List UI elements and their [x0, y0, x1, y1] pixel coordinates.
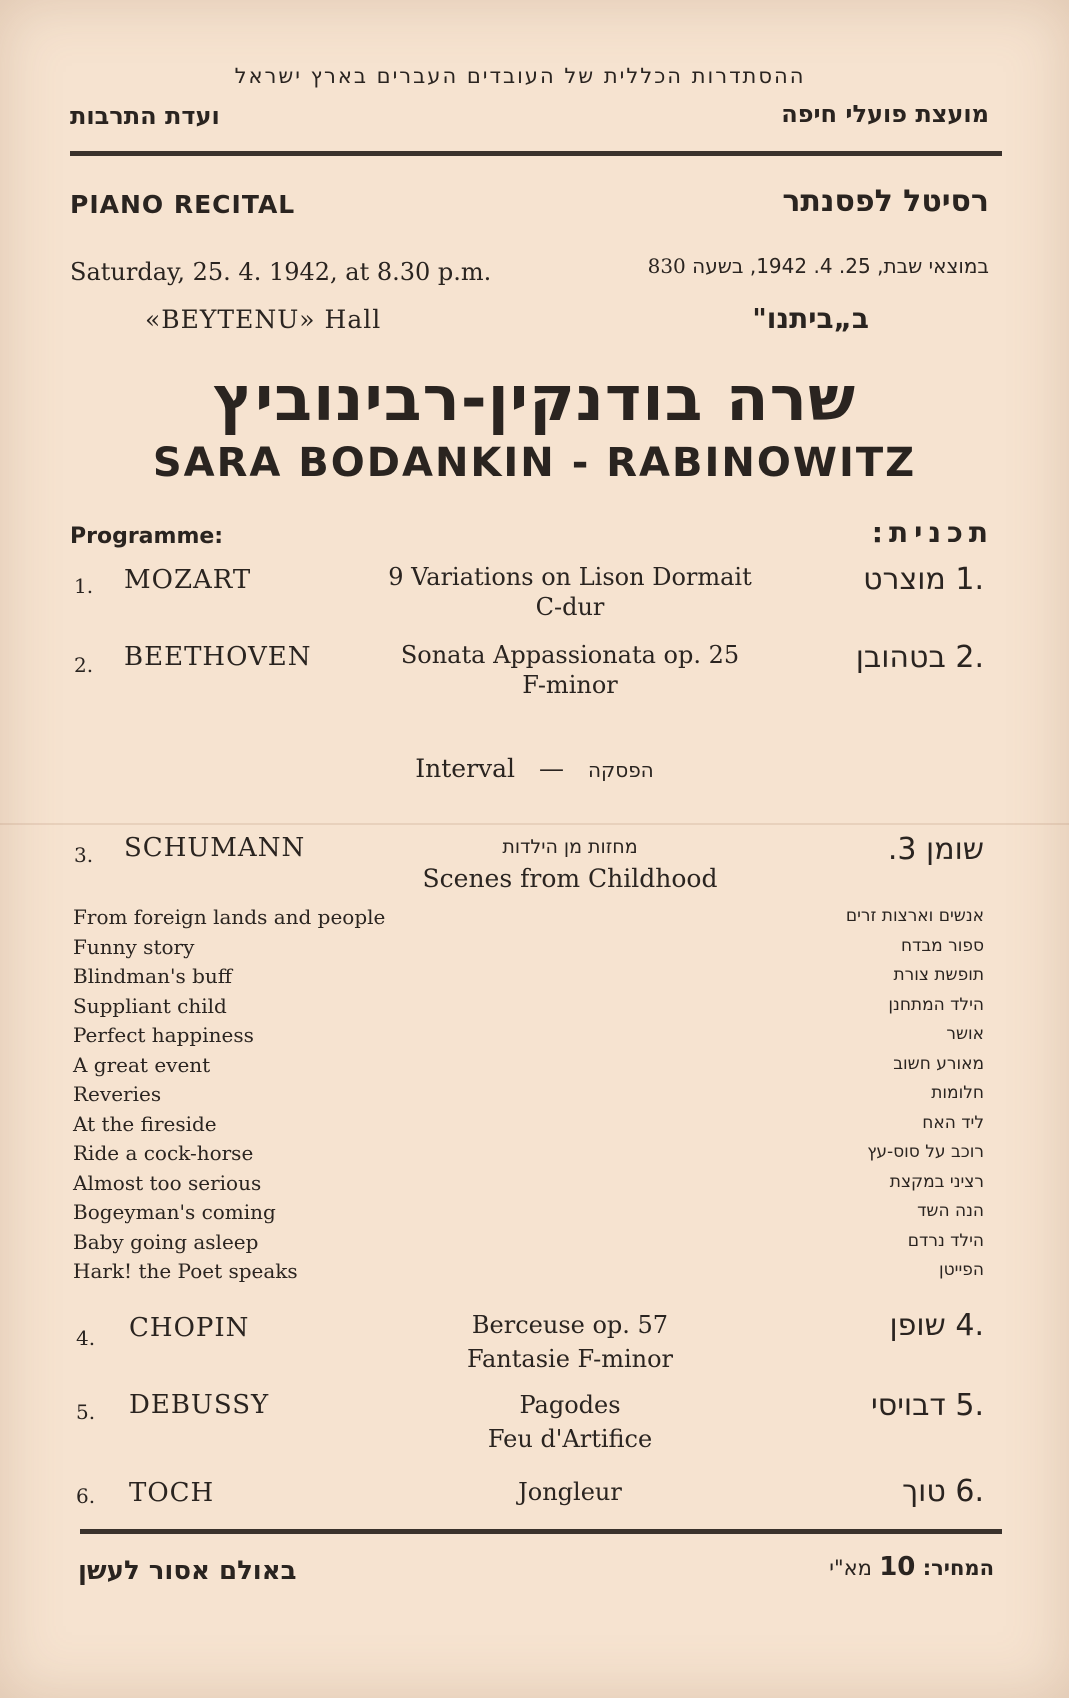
item-2-composer-he: בטהובן	[855, 640, 946, 675]
scene-he: רוכב על סוס-עץ	[867, 1142, 984, 1162]
scene-en: At the fireside	[73, 1111, 217, 1136]
item-3-number-he: 3.	[887, 832, 917, 867]
item-2-work-2: F-minor	[522, 671, 618, 699]
scene-he: ליד האח	[922, 1112, 984, 1133]
item-4-composer: CHOPIN	[129, 1313, 250, 1343]
programme-label-en: Programme:	[70, 524, 224, 549]
item-2-number: 2.	[74, 653, 94, 677]
item-3-number: 3.	[74, 843, 94, 867]
scene-en: Bogeyman's coming	[73, 1200, 276, 1224]
item-5-number-he: .5	[955, 1388, 984, 1423]
scene-he: ספור מבדח	[900, 935, 984, 956]
item-1-work-1: 9 Variations on Lison Dormait	[388, 563, 752, 591]
price-label: המחיר:	[922, 1556, 994, 1580]
scene-en: Baby going asleep	[73, 1229, 259, 1254]
no-smoking-notice: באולם אסור לעשן	[78, 1556, 297, 1586]
hall-en: «BEYTENU» Hall	[145, 305, 382, 334]
item-1-works	[330, 562, 810, 622]
performer-name-en: SARA BODANKIN - RABINOWITZ	[152, 440, 917, 486]
scene-en: Blindman's buff	[73, 964, 232, 988]
interval-en: Interval	[415, 754, 516, 783]
scene-he: חלומות	[931, 1083, 984, 1103]
recital-title-he: רסיטל לפסנתר	[782, 184, 989, 219]
scenes-list-he	[684, 902, 984, 1286]
item-6-number: 6.	[76, 1484, 96, 1508]
programme-label-he: תכנית:	[871, 516, 994, 549]
item-3-composer: SCHUMANN	[124, 833, 306, 863]
scene-he: הנה השד	[917, 1201, 984, 1221]
item-2-he	[856, 640, 984, 675]
hall-he: ב„ביתנו"	[752, 302, 869, 335]
item-1-composer-he: מוצרט	[863, 562, 946, 597]
item-6-he	[902, 1474, 984, 1509]
scenes-list-en	[73, 903, 385, 1287]
item-1-number-he: .1	[955, 562, 984, 597]
item-1-work-2: C-dur	[535, 593, 605, 621]
item-4-work-2: Fantasie F-minor	[466, 1345, 674, 1373]
item-6-number-he: .6	[955, 1474, 984, 1509]
scene-en: Reveries	[73, 1082, 162, 1106]
scene-en: Suppliant child	[73, 993, 227, 1018]
scene-he: הפייטן	[939, 1260, 984, 1280]
item-4-works	[330, 1308, 810, 1376]
interval-dash: —	[539, 754, 564, 783]
price-value: 10	[879, 1552, 916, 1582]
item-4-work-1: Berceuse op. 57	[471, 1311, 669, 1339]
item-6-composer-he: טוך	[902, 1474, 946, 1509]
culture-committee-heading: ועדת התרבות	[70, 102, 220, 130]
histadrut-heading: ההסתדרות הכללית של העובדים העברים בארץ ישראל	[234, 64, 806, 88]
item-5-composer: DEBUSSY	[129, 1390, 270, 1420]
date-en: Saturday, 25. 4. 1942, at 8.30 p.m.	[70, 258, 492, 286]
scene-he: מאורע חשוב	[893, 1053, 984, 1074]
item-3-he	[888, 832, 984, 867]
scene-en: Hark! the Poet speaks	[73, 1259, 298, 1283]
item-2-composer: BEETHOVEN	[124, 642, 312, 672]
scene-he: תופשת צורת	[893, 965, 984, 985]
item-3-work-he: מחזות מן הילדות	[502, 836, 638, 858]
scene-en: A great event	[73, 1052, 211, 1077]
item-4-number: 4.	[76, 1326, 96, 1350]
item-5-works	[330, 1388, 810, 1456]
item-1-he	[863, 562, 984, 597]
scene-en: Ride a cock-horse	[73, 1141, 254, 1165]
item-3-work-en: Scenes from Childhood	[422, 864, 718, 893]
header-rule	[70, 151, 1002, 156]
item-2-number-he: .2	[955, 640, 984, 675]
scene-he: הילד המתחנן	[888, 994, 984, 1015]
item-4-composer-he: שופן	[889, 1308, 946, 1343]
recital-title-en: PIANO RECITAL	[70, 190, 296, 219]
item-5-he	[871, 1388, 984, 1423]
item-5-work-1: Pagodes	[519, 1391, 621, 1419]
date-he-at: בשעה	[692, 254, 744, 278]
scene-en: Perfect happiness	[73, 1023, 254, 1047]
scene-he: אושר	[946, 1024, 984, 1044]
interval-he: הפסקה	[587, 758, 654, 782]
item-1-composer: MOZART	[124, 565, 252, 595]
item-4-he	[889, 1308, 984, 1343]
item-1-number: 1.	[74, 574, 94, 598]
date-he	[648, 254, 989, 278]
interval-line	[0, 754, 1069, 783]
item-5-number: 5.	[76, 1400, 96, 1424]
scene-en: Almost too serious	[73, 1170, 262, 1195]
date-he-time: 830	[647, 254, 686, 278]
item-2-work-1: Sonata Appassionata op. 25	[400, 641, 740, 669]
date-he-text: במוצאי שבת, 25. 4. 1942,	[749, 254, 989, 278]
performer-name-he: שרה בודנקין-רבינוביץ	[213, 362, 856, 435]
scene-he: הילד נרדם	[907, 1230, 984, 1251]
paper-fold	[0, 823, 1069, 825]
item-3-composer-he: שומן	[926, 832, 984, 867]
council-heading: מועצת פועלי חיפה	[781, 100, 989, 128]
scene-en: Funny story	[73, 934, 195, 959]
item-6-works	[330, 1475, 810, 1509]
item-6-work-1: Jongleur	[518, 1478, 622, 1506]
item-4-number-he: .4	[955, 1308, 984, 1343]
item-6-composer: TOCH	[129, 1478, 215, 1508]
price-line	[829, 1552, 994, 1582]
item-5-composer-he: דבויסי	[871, 1388, 946, 1423]
scene-en: From foreign lands and people	[73, 905, 386, 929]
footer-rule	[80, 1529, 1002, 1534]
price-unit: מא"י	[829, 1556, 872, 1580]
item-5-work-2: Feu d'Artifice	[487, 1425, 653, 1453]
scene-he: אנשים וארצות זרים	[845, 906, 984, 926]
scene-he: רציני במקצת	[889, 1171, 984, 1192]
item-2-works	[330, 640, 810, 700]
